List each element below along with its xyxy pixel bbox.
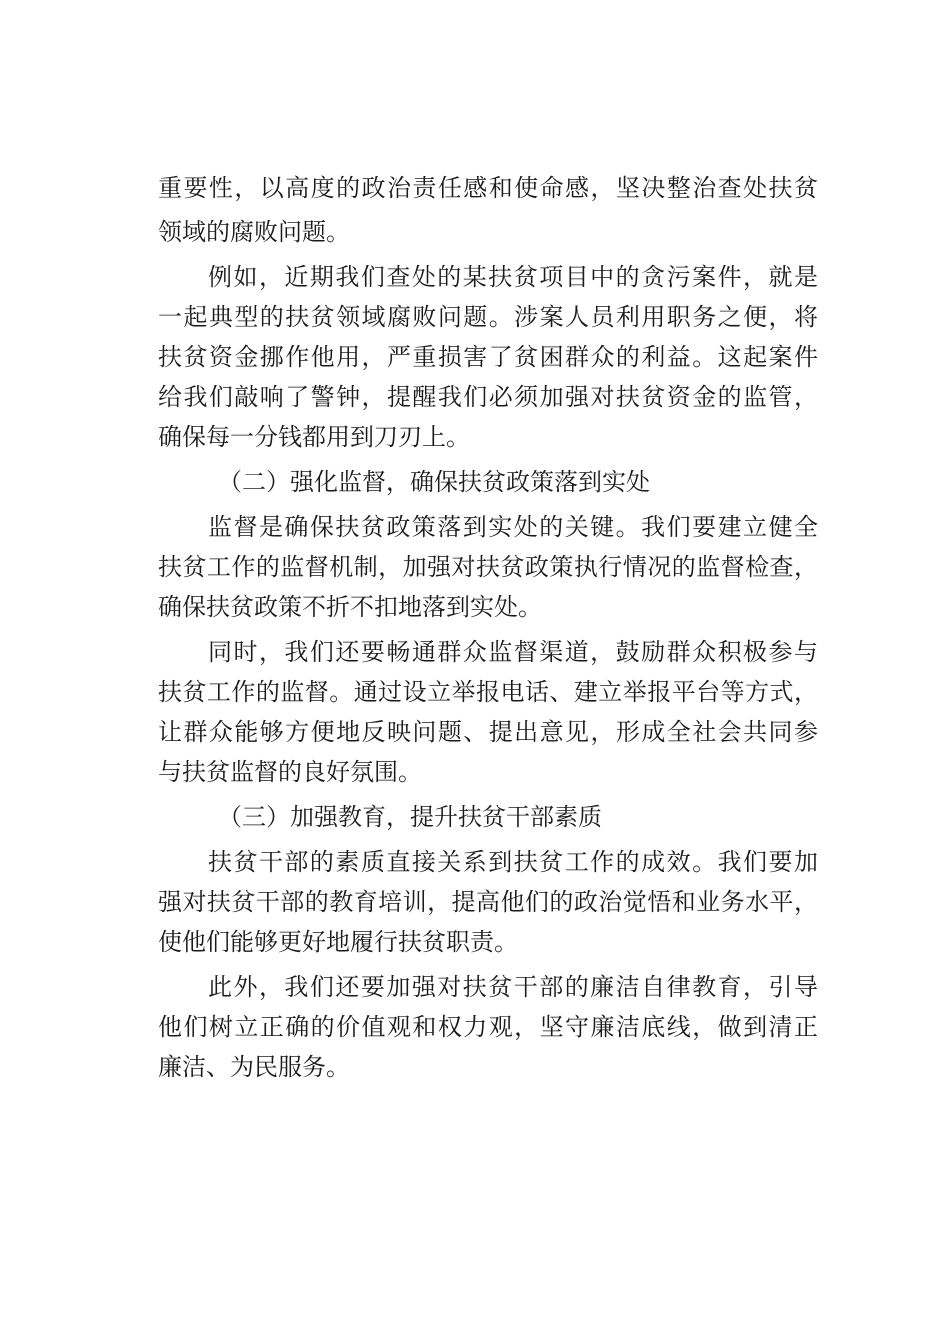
paragraph-line: 他们树立正确的价值观和权力观，坚守廉洁底线，做到清正 (158, 1013, 818, 1041)
paragraph-line: 扶贫工作的监督。通过设立举报电话、建立举报平台等方式， (158, 678, 818, 706)
section-heading: （二）强化监督，确保扶贫政策落到实处 (218, 468, 650, 496)
paragraph-line: 重要性，以高度的政治责任感和使命感，坚决整治查处扶贫 (158, 174, 818, 202)
paragraph-line: 给我们敲响了警钟，提醒我们必须加强对扶贫资金的监管， (158, 383, 818, 411)
paragraph-line: 监督是确保扶贫政策落到实处的关键。我们要建立健全 (208, 513, 818, 541)
paragraph-line: 使他们能够更好地履行扶贫职责。 (158, 928, 518, 956)
paragraph-line: 强对扶贫干部的教育培训，提高他们的政治觉悟和业务水平， (158, 888, 818, 916)
paragraph-line: 一起典型的扶贫领域腐败问题。涉案人员利用职务之便，将 (158, 303, 818, 331)
paragraph-line: 扶贫工作的监督机制，加强对扶贫政策执行情况的监督检查， (158, 553, 818, 581)
paragraph-line: 同时，我们还要畅通群众监督渠道，鼓励群众积极参与 (208, 638, 818, 666)
paragraph-line: 廉洁、为民服务。 (158, 1053, 350, 1081)
section-heading: （三）加强教育，提升扶贫干部素质 (218, 803, 602, 831)
paragraph-line: 领域的腐败问题。 (158, 218, 350, 246)
paragraph-line: 与扶贫监督的良好氛围。 (158, 758, 422, 786)
paragraph-line: 让群众能够方便地反映问题、提出意见，形成全社会共同参 (158, 718, 818, 746)
paragraph-line: 扶贫资金挪作他用，严重损害了贫困群众的利益。这起案件 (158, 343, 818, 371)
paragraph-line: 此外，我们还要加强对扶贫干部的廉洁自律教育，引导 (208, 973, 818, 1001)
paragraph-line: 确保扶贫政策不折不扣地落到实处。 (158, 593, 542, 621)
paragraph-line: 确保每一分钱都用到刀刃上。 (158, 423, 470, 451)
paragraph-line: 扶贫干部的素质直接关系到扶贫工作的成效。我们要加 (208, 848, 818, 876)
paragraph-line: 例如，近期我们查处的某扶贫项目中的贪污案件，就是 (208, 263, 818, 291)
